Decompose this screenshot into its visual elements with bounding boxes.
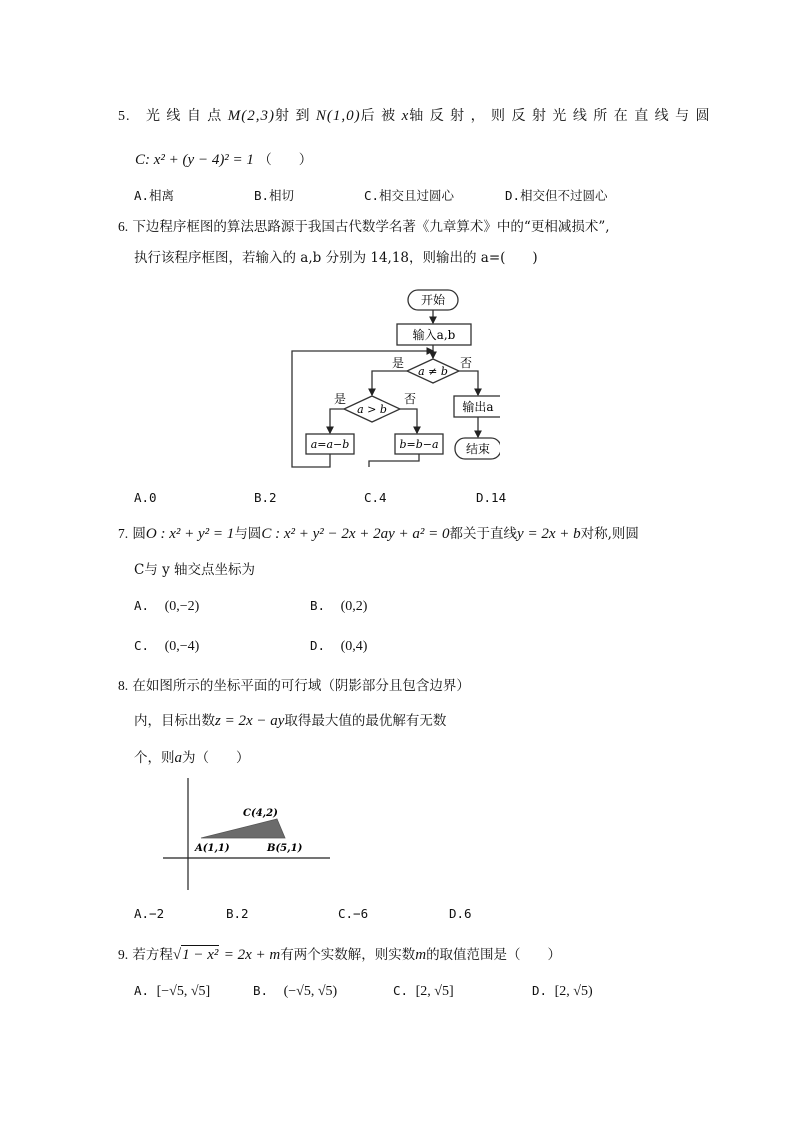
q9-tail: 的取值范围是（ ） — [426, 947, 562, 963]
q9-option-d-value: [2, √5) — [554, 984, 593, 999]
flow-no2-label: 否 — [403, 392, 417, 406]
q9-option-d-label: D. — [532, 983, 548, 998]
flow-assign-b-label: b=b−a — [399, 438, 439, 451]
q7-number: 7. — [118, 526, 129, 541]
q6-option-a[interactable]: A.0 — [134, 490, 157, 505]
q8-point-c-label: C(4,2) — [243, 808, 278, 819]
q7-circle-c: C : x² + y² − 2x + 2ay + a² = 0 — [261, 526, 450, 542]
q7-mid: 与圆 — [234, 526, 262, 542]
q9-radicand: 1 − x² — [182, 947, 219, 963]
q8-line2-post: 取得最大值的最优解有无数 — [284, 713, 447, 729]
q5-text: 光 线 自 点 — [145, 108, 223, 124]
q8-feasible-region — [201, 819, 285, 838]
q5-circle-equation: : x² + (y − 4)² = 1 — [145, 152, 254, 168]
q8-line1 — [118, 677, 470, 695]
flow-end-label: 结束 — [465, 442, 491, 456]
q5-circle-label: C — [135, 152, 146, 168]
flow-yes2-label: 是 — [333, 392, 347, 406]
q5-option-d[interactable]: D.相交但不过圆心 — [505, 188, 608, 203]
q7-option-b-value: (0,2) — [340, 599, 368, 614]
q7-option-b-label: B. — [310, 598, 326, 613]
q6-number: 6. — [118, 219, 129, 234]
q9-option-c[interactable] — [393, 983, 454, 1000]
q5-point-n: N(1,0) — [315, 108, 361, 124]
flow-assign-a-label: a=a−b — [310, 438, 350, 451]
flow-start-label: 开始 — [420, 293, 446, 307]
q6-option-c[interactable]: C.4 — [364, 490, 387, 505]
q9-option-a-value: [−√5, √5] — [156, 984, 211, 999]
q7-line-eq: y = 2x + b — [517, 526, 581, 542]
q8-option-d[interactable]: D.6 — [449, 906, 472, 921]
q9-option-d[interactable] — [532, 983, 593, 1000]
q7-line1 — [118, 525, 639, 543]
q8-point-a-label: A(1,1) — [195, 843, 230, 854]
q9-option-c-value: [2, √5] — [415, 984, 454, 999]
q7-option-c-value: (0,−4) — [164, 639, 200, 654]
q8-coordinate-graph — [155, 772, 335, 892]
q6-line1 — [118, 218, 610, 236]
q9-option-b[interactable] — [253, 983, 337, 1000]
q5-number: 5. — [118, 109, 131, 124]
q8-number: 8. — [118, 678, 129, 693]
q6-text-line2: 执行该程序框图，若输入的 a,b 分别为 14,18，则输出的 a=( ) — [134, 250, 538, 266]
q6-text-line1: 下边程序框图的算法思路源于我国古代数学名著《九章算术》中的“更相减损术”, — [132, 219, 610, 235]
q5-after: 后 被 — [360, 108, 397, 124]
q9-mid: 有两个实数解，则实数 — [280, 947, 416, 963]
q5-line2 — [135, 151, 312, 169]
q5-tail: 轴 反 射 ， 则 反 射 光 线 所 在 直 线 与 圆 — [409, 108, 711, 124]
q5-answer-paren: （ ） — [258, 152, 313, 168]
q7-option-a[interactable] — [134, 598, 199, 615]
q8-objective-eq: z = 2x − ay — [215, 713, 285, 729]
flow-cond1-label: a ≠ b — [418, 365, 448, 378]
q8-point-b-label: B(5,1) — [267, 843, 303, 854]
q5-axis: x — [401, 108, 410, 124]
q5-option-a[interactable]: A.相离 — [134, 188, 175, 203]
q8-var-a: a — [174, 750, 182, 766]
q8-line2-pre: 内，目标出数 — [134, 713, 215, 729]
q7-option-d-value: (0,4) — [340, 639, 368, 654]
q7-option-d-label: D. — [310, 638, 326, 653]
q5-option-b[interactable]: B.相切 — [254, 188, 295, 203]
q9-option-b-value: (−√5, √5) — [283, 984, 338, 999]
q8-option-c[interactable]: C.−6 — [338, 906, 369, 921]
q5-line1 — [118, 107, 711, 126]
q5-mid: 射 到 — [275, 108, 311, 124]
q7-tail: 对称,则圆 — [580, 526, 639, 542]
q9-number: 9. — [118, 947, 129, 962]
q9-option-a[interactable] — [134, 983, 210, 1000]
q9-pre: 若方程 — [132, 947, 173, 963]
q8-line3-pre: 个，则 — [134, 750, 175, 766]
q6-flowchart — [280, 285, 500, 470]
q8-line2 — [134, 712, 446, 730]
q7-option-c-label: C. — [134, 638, 150, 653]
q5-point-m: M(2,3) — [227, 108, 276, 124]
q7-option-d[interactable] — [310, 638, 367, 655]
q7-option-a-label: A. — [134, 598, 150, 613]
q7-option-b[interactable] — [310, 598, 367, 615]
flow-output-label: 输出a — [462, 400, 494, 414]
q6-option-d[interactable]: D.14 — [476, 490, 507, 505]
q6-option-b[interactable]: B.2 — [254, 490, 277, 505]
q7-option-a-value: (0,−2) — [164, 599, 200, 614]
flow-input-label: 输入a,b — [412, 328, 456, 342]
q8-option-a[interactable]: A.−2 — [134, 906, 165, 921]
q8-line3 — [134, 749, 250, 767]
q7-mid2: 都关于直线 — [449, 526, 518, 542]
q9-option-c-label: C. — [393, 983, 409, 998]
flow-no1-label: 否 — [459, 356, 473, 370]
q5-option-c[interactable]: C.相交且过圆心 — [364, 188, 455, 203]
q9-sqrt-sign: √ — [172, 947, 182, 963]
flow-cond2-label: a > b — [357, 403, 387, 416]
q9-option-a-label: A. — [134, 983, 150, 998]
q8-line3-post: 为（ ） — [182, 750, 250, 766]
q7-option-c[interactable] — [134, 638, 199, 655]
q7-pre: 圆 — [132, 526, 146, 542]
flow-yes1-label: 是 — [391, 356, 405, 370]
q9-line1 — [118, 945, 561, 964]
q9-var-m: m — [415, 947, 427, 963]
q7-text-line2: C与 y 轴交点坐标为 — [134, 562, 256, 578]
q8-option-b[interactable]: B.2 — [226, 906, 249, 921]
q9-equation-rhs: = 2x + m — [223, 947, 281, 963]
q7-circle-o: O : x² + y² = 1 — [145, 526, 235, 542]
q8-text-line1: 在如图所示的坐标平面的可行域（阴影部分且包含边界） — [132, 678, 470, 694]
q9-option-b-label: B. — [253, 983, 269, 998]
